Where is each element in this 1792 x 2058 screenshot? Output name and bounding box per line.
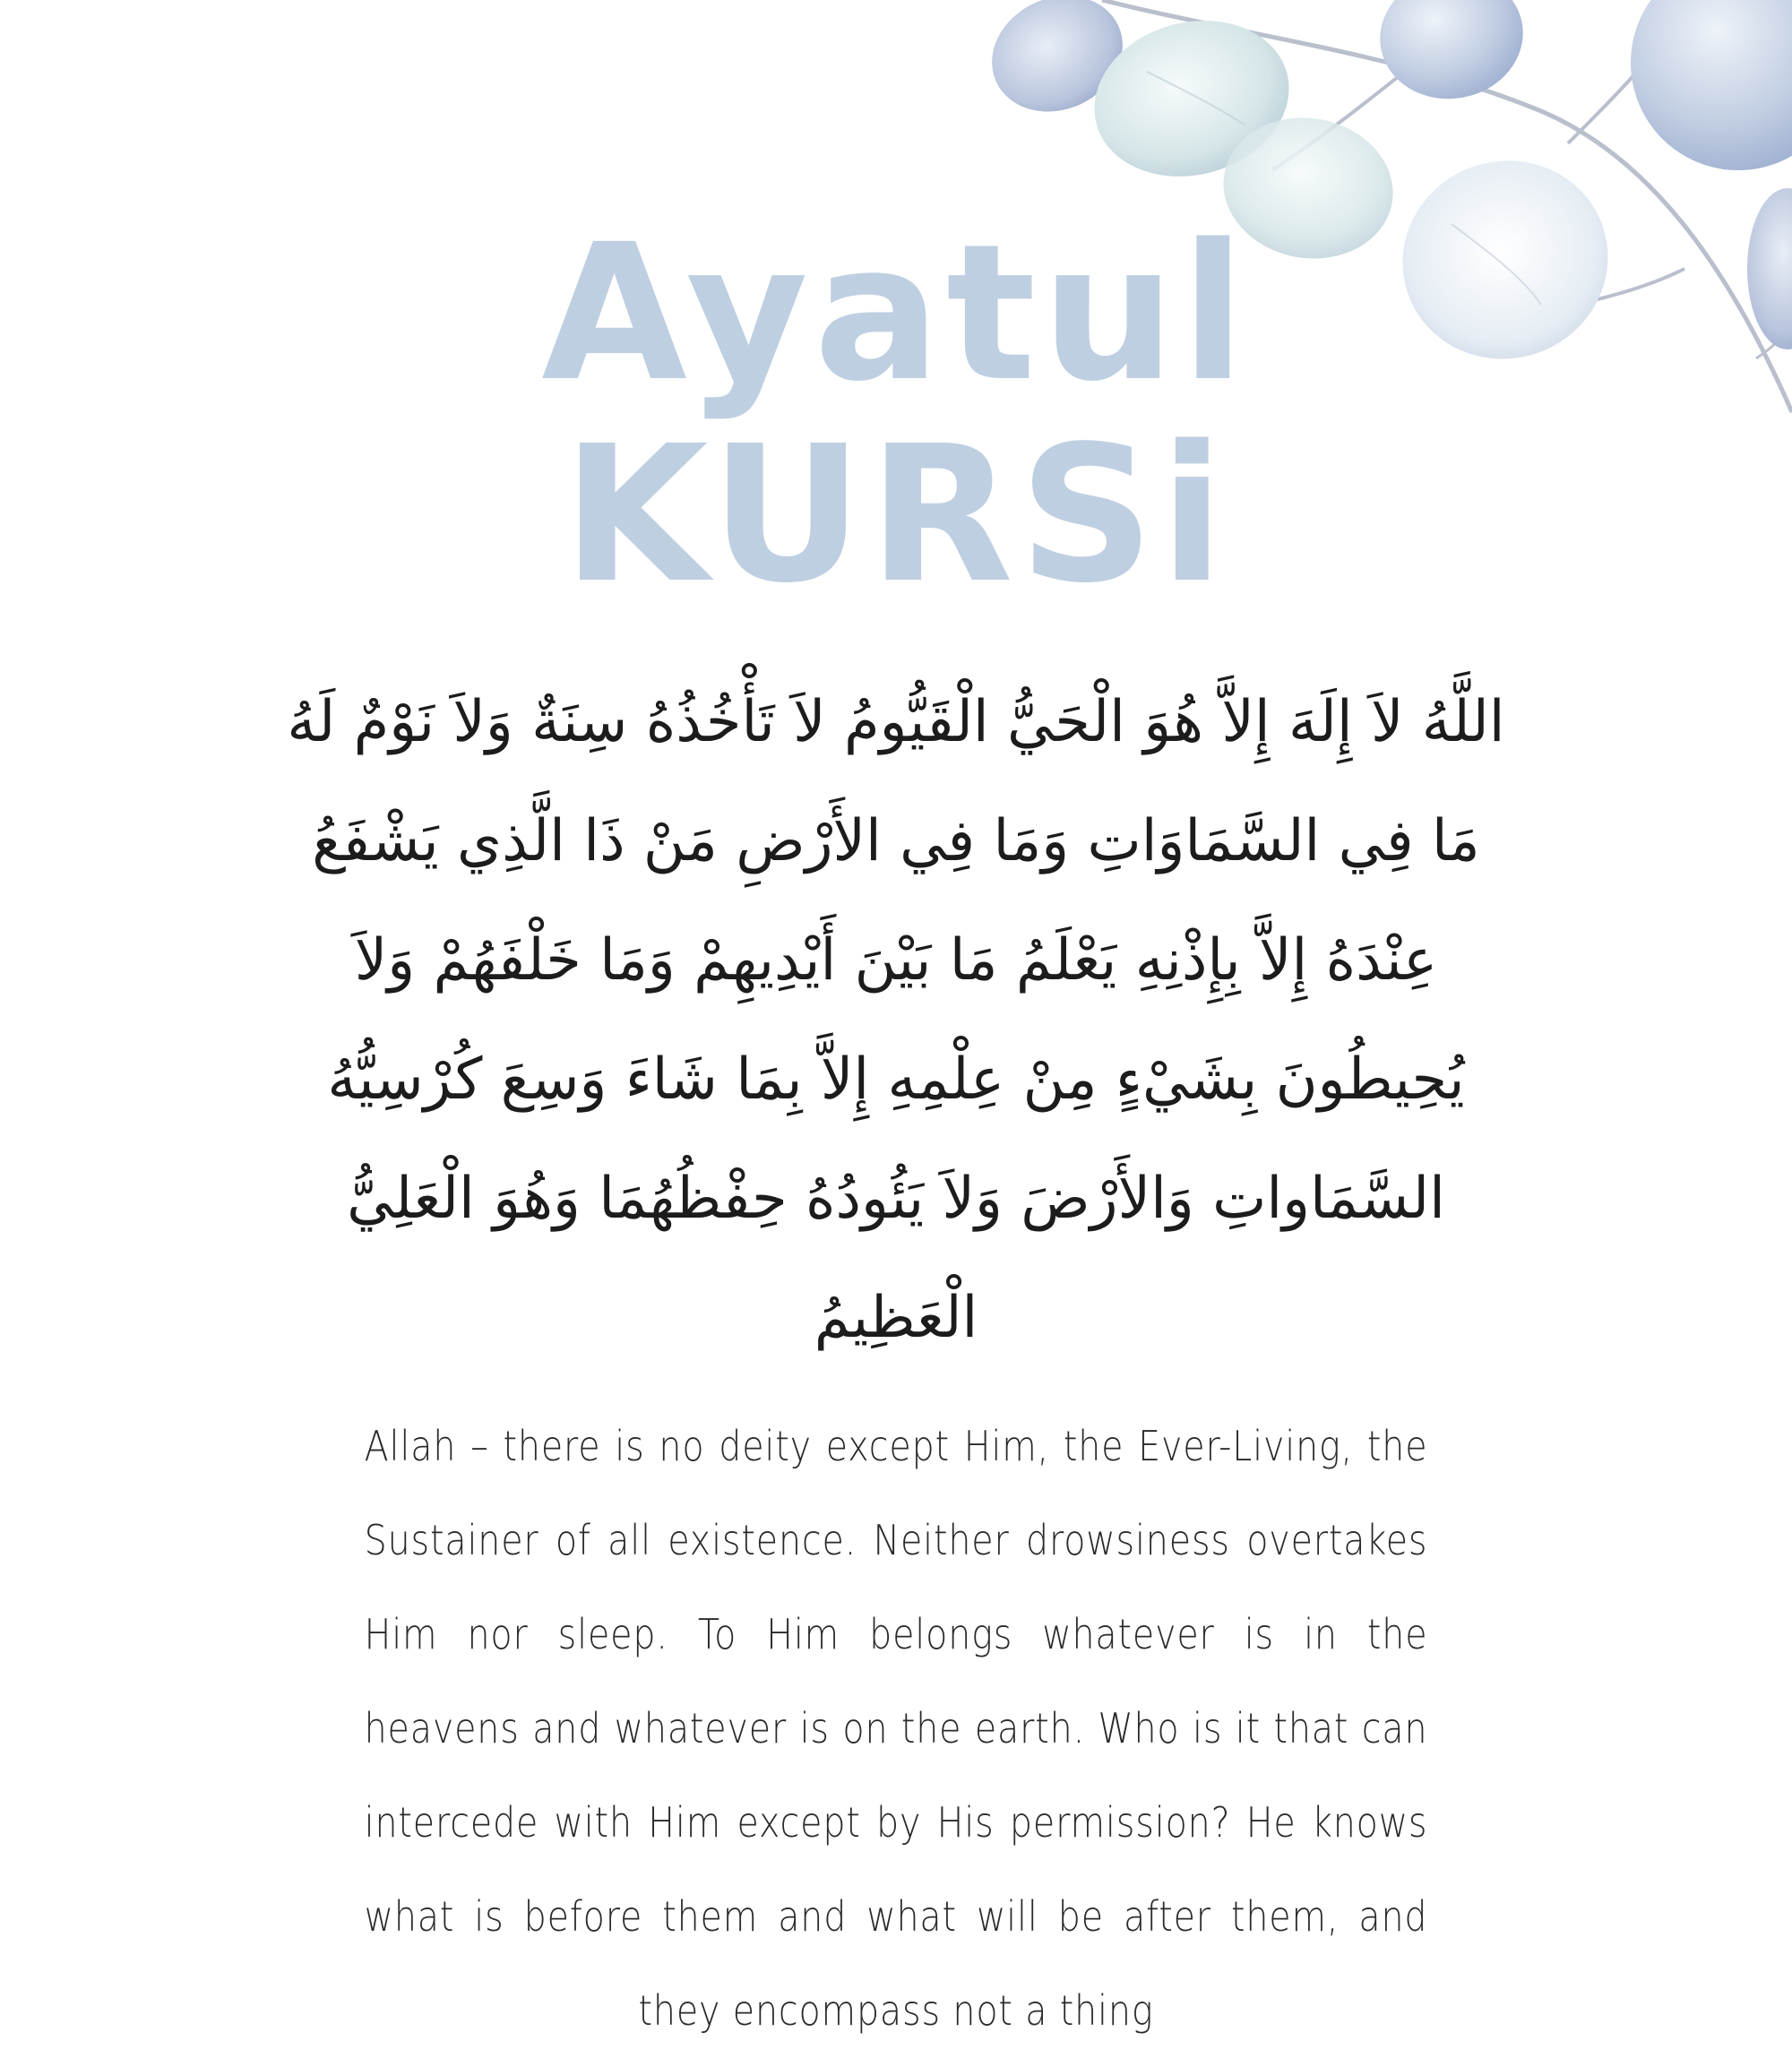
- title-line-1: Ayatul: [541, 203, 1251, 423]
- english-translation-text: Allah – there is no deity except Him, the Ever-Living, the Sustainer of all existence. Neither drowsiness overtakes Him nor sleep. To Him belongs whatever is in the heavens and whatever is on the earth. Who is it that can intercede with Him except by His permission? He knows what is before them and what will be after them, and they encompass not a thing: [364, 1422, 1428, 2035]
- title-line-2: KURSi: [562, 405, 1230, 624]
- arabic-verse-text: اللَّهُ لاَ إِلَهَ إِلاَّ هُوَ الْحَيُّ الْقَيُّومُ لاَ تَأْخُذُهُ سِنَةٌ وَلاَ نَوْمٌ لَهُ مَا فِي السَّمَاوَاتِ وَمَا فِي الأَرْضِ مَنْ ذَا الَّذِي يَشْفَعُ عِنْدَهُ إِلاَّ بِإِذْنِهِ يَعْلَمُ مَا بَيْنَ أَيْدِيهِمْ وَمَا خَلْفَهُمْ وَلاَ يُحِيطُونَ بِشَيْءٍ مِنْ عِلْمِهِ إِلاَّ بِمَا شَاءَ وَسِعَ كُرْسِيُّهُ السَّمَاواتِ وَالأَرْضَ وَلاَ يَئُودُهُ حِفْظُهُمَا وَهُوَ الْعَلِيُّ الْعَظِيمُ: [287, 689, 1505, 1351]
